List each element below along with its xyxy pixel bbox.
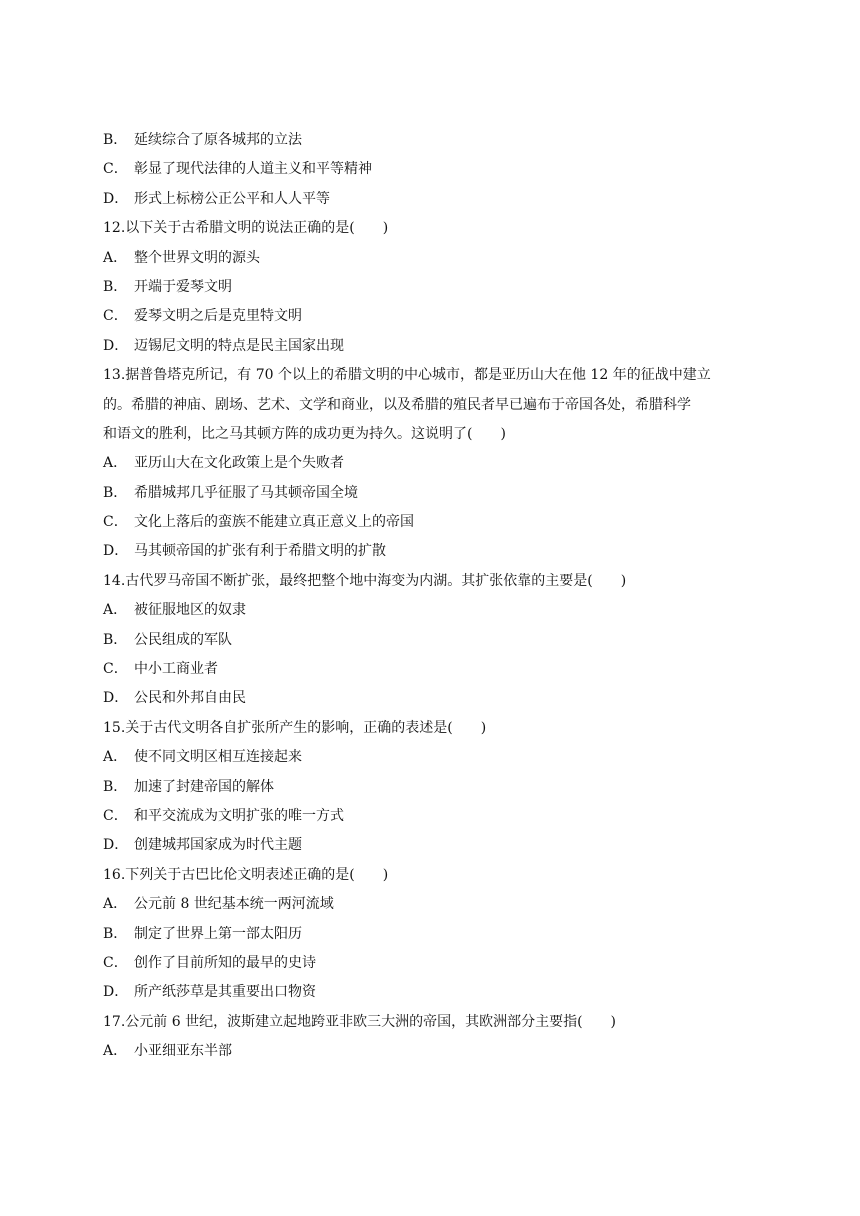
question-stem: 16.下列关于古巴比伦文明表述正确的是( ) bbox=[103, 866, 389, 883]
option-c: C． 彰显了现代法律的人道主义和平等精神 bbox=[103, 161, 372, 178]
option-c: C． 创作了目前所知的最早的史诗 bbox=[103, 954, 316, 971]
option-d: D． 形式上标榜公正公平和人人平等 bbox=[103, 190, 330, 207]
option-d: D． 迈锡尼文明的特点是民主国家出现 bbox=[103, 337, 344, 354]
question-stem-line: 的。希腊的神庙、剧场、艺术、文学和商业，以及希腊的殖民者早已遍布于帝国各处，希腊科学 bbox=[103, 396, 691, 413]
option-b: B． 公民组成的军队 bbox=[103, 631, 232, 648]
exam-page bbox=[103, 126, 763, 1067]
option-a: A． 被征服地区的奴隶 bbox=[103, 602, 246, 619]
option-c: C． 中小工商业者 bbox=[103, 661, 218, 678]
question-stem: 17.公元前 6 世纪，波斯建立起地跨亚非欧三大洲的帝国，其欧洲部分主要指( ) bbox=[103, 1013, 616, 1030]
option-b: B． 延续综合了原各城邦的立法 bbox=[103, 132, 302, 148]
option-c: C． 爱琴文明之后是克里特文明 bbox=[103, 308, 302, 325]
question-13 bbox=[103, 361, 763, 567]
option-a: A． 整个世界文明的源头 bbox=[103, 249, 260, 266]
question-15 bbox=[103, 714, 763, 861]
question-11-continued bbox=[103, 126, 763, 214]
question-stem: 15.关于古代文明各自扩张所产生的影响，正确的表述是( ) bbox=[103, 719, 487, 736]
option-a: A． 使不同文明区相互连接起来 bbox=[103, 749, 302, 766]
option-a: A． 亚历山大在文化政策上是个失败者 bbox=[103, 455, 344, 472]
option-d: D． 马其顿帝国的扩张有利于希腊文明的扩散 bbox=[103, 543, 386, 560]
option-b: B． 加速了封建帝国的解体 bbox=[103, 778, 274, 795]
question-17 bbox=[103, 1008, 763, 1067]
option-b: B． 制定了世界上第一部太阳历 bbox=[103, 925, 302, 942]
option-a: A． 公元前 8 世纪基本统一两河流域 bbox=[103, 896, 334, 913]
option-c: C． 文化上落后的蛮族不能建立真正意义上的帝国 bbox=[103, 514, 414, 531]
option-b: B． 开端于爱琴文明 bbox=[103, 278, 232, 295]
question-stem-line: 和语文的胜利，比之马其顿方阵的成功更为持久。这说明了( ) bbox=[103, 425, 506, 442]
question-stem: 14.古代罗马帝国不断扩张，最终把整个地中海变为内湖。其扩张依靠的主要是( ) bbox=[103, 572, 627, 589]
option-d: D． 创建城邦国家成为时代主题 bbox=[103, 837, 302, 854]
question-stem-line: 13.据普鲁塔克所记，有 70 个以上的希腊文明的中心城市，都是亚历山大在他 12 年的征战中建立 bbox=[103, 367, 711, 384]
option-d: D． 所产纸莎草是其重要出口物资 bbox=[103, 984, 316, 1001]
question-14 bbox=[103, 567, 763, 714]
option-a: A． 小亚细亚东半部 bbox=[103, 1043, 232, 1060]
question-16 bbox=[103, 861, 763, 1008]
option-b: B． 希腊城邦几乎征服了马其顿帝国全境 bbox=[103, 484, 358, 501]
option-d: D． 公民和外邦自由民 bbox=[103, 690, 246, 707]
question-12 bbox=[103, 214, 763, 361]
option-c: C． 和平交流成为文明扩张的唯一方式 bbox=[103, 807, 344, 824]
question-stem: 12.以下关于古希腊文明的说法正确的是( ) bbox=[103, 220, 389, 237]
